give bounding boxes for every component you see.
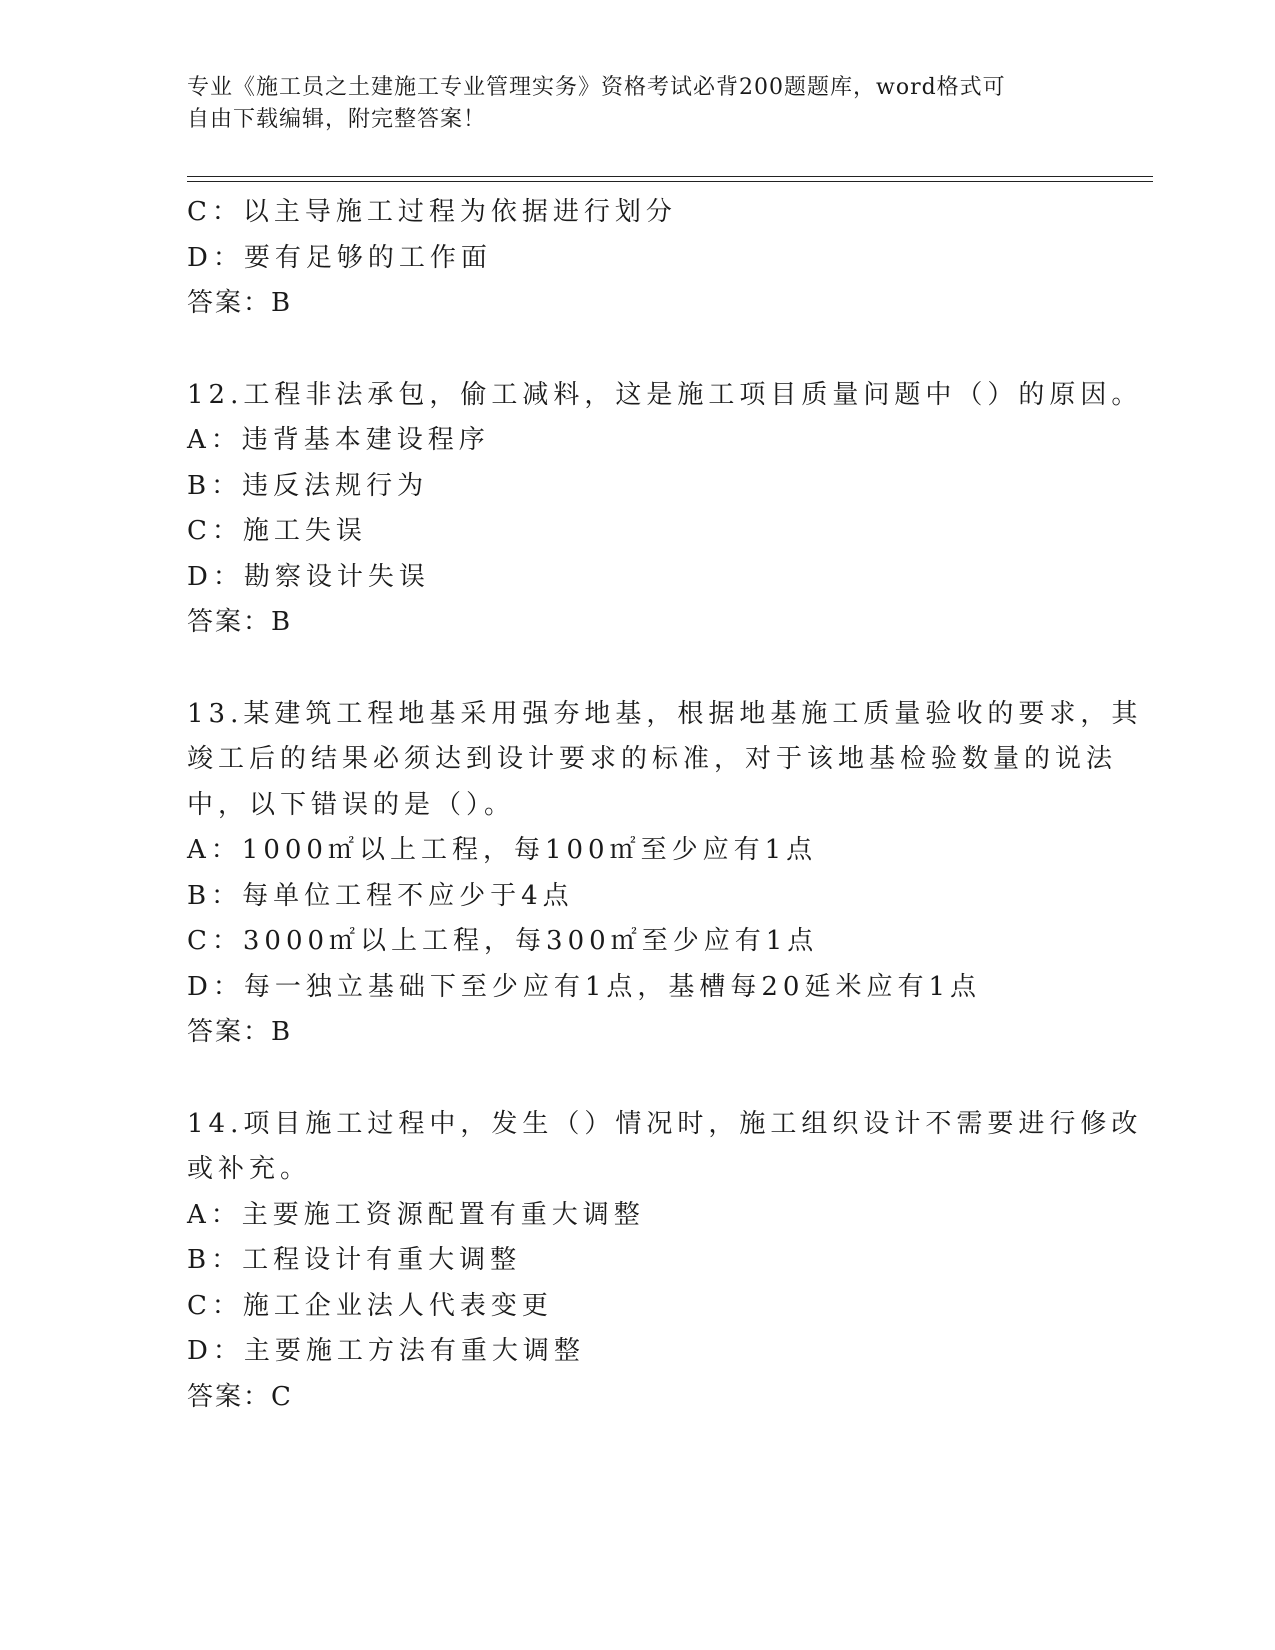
header-divider-bottom <box>187 181 1153 182</box>
option-d: D：勘察设计失误 <box>187 561 430 592</box>
answer: 答案：B <box>187 607 293 637</box>
spacer <box>187 646 1087 692</box>
option-c: C：3000㎡以上工程，每300㎡至少应有1点 <box>187 926 819 956</box>
question-list <box>187 190 1143 1420</box>
question-stem-line-1: 14.项目施工过程中，发生（）情况时，施工组织设计不需要进行修改 <box>187 1108 1143 1139</box>
question-12 <box>187 373 1143 646</box>
header-divider-top <box>187 176 1153 177</box>
page-header <box>187 72 1087 136</box>
answer: 答案：C <box>187 1381 293 1412</box>
question-11-tail <box>187 190 1087 327</box>
header-title-line-2: 自由下载编辑，附完整答案！ <box>187 107 487 132</box>
question-stem-line-2: 竣工后的结果必须达到设计要求的标准，对于该地基检验数量的说法 <box>187 744 1118 774</box>
option-d: D：每一独立基础下至少应有1点，基槽每20延米应有1点 <box>187 971 982 1002</box>
option-a: A：违背基本建设程序 <box>187 425 490 455</box>
option-a: A：1000㎡以上工程，每100㎡至少应有1点 <box>187 835 818 865</box>
spacer <box>187 1056 1087 1102</box>
question-stem: 12.工程非法承包，偷工减料，这是施工项目质量问题中（）的原因。 <box>187 379 1143 410</box>
option-c: C：以主导施工过程为依据进行划分 <box>187 197 677 227</box>
answer: 答案：B <box>187 1017 293 1047</box>
question-14 <box>187 1102 1143 1421</box>
header-title-line-1: 专业《施工员之土建施工专业管理实务》资格考试必背200题题库，word格式可 <box>187 75 1006 100</box>
option-b: B：违反法规行为 <box>187 470 429 501</box>
question-stem-line-1: 13.某建筑工程地基采用强夯地基，根据地基施工质量验收的要求，其 <box>187 698 1143 729</box>
spacer <box>187 327 1087 373</box>
question-stem-line-2: 或补充。 <box>187 1154 312 1184</box>
question-stem-line-3: 中，以下错误的是（）。 <box>187 789 516 820</box>
option-c: C：施工企业法人代表变更 <box>187 1290 553 1321</box>
option-b: B：工程设计有重大调整 <box>187 1245 522 1275</box>
question-13 <box>187 692 1143 1056</box>
option-a: A：主要施工资源配置有重大调整 <box>187 1199 645 1230</box>
option-c: C：施工失误 <box>187 516 367 546</box>
option-d: D：要有足够的工作面 <box>187 242 492 273</box>
option-d: D：主要施工方法有重大调整 <box>187 1336 585 1366</box>
option-b: B：每单位工程不应少于4点 <box>187 880 574 911</box>
answer: 答案：B <box>187 288 293 318</box>
